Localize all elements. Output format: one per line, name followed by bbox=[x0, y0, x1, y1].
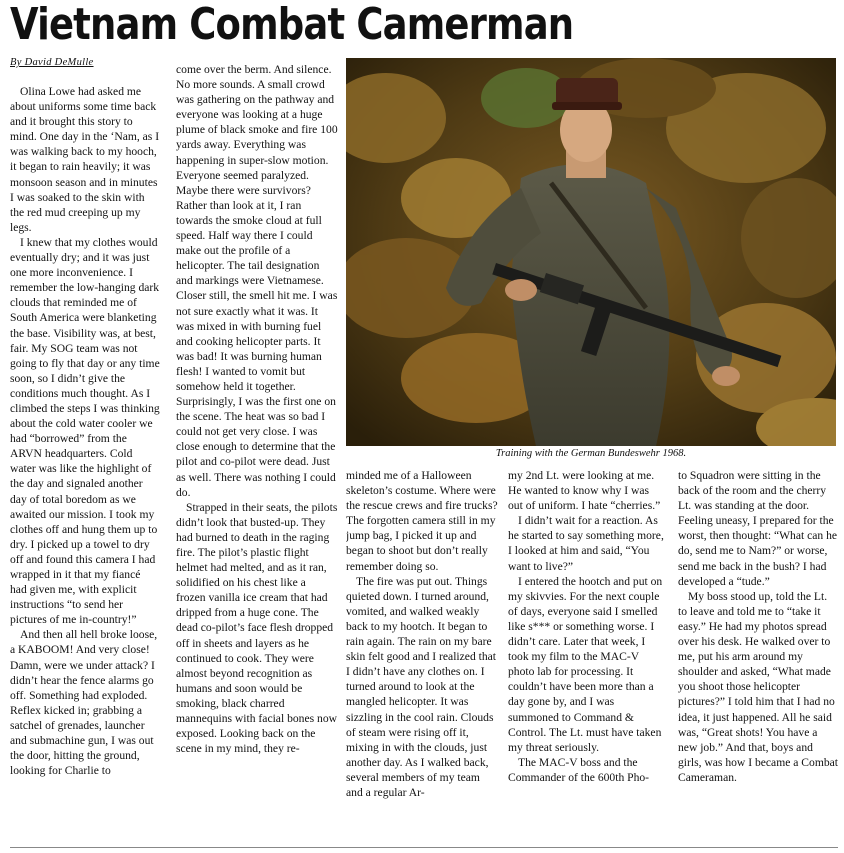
column-1 bbox=[10, 84, 160, 846]
paragraph: my 2nd Lt. were looking at me. He wanted to know why I was out of uniform. I hate “cherries.” bbox=[508, 469, 661, 513]
paragraph: I knew that my clothes would eventually dry; and it was just one more inconvenience. I remember the low-hanging dark clouds that reminded me of South America were blanketing the base. Visibility was, at best, fair. My SOG team was not going to fly that day or any time soon, so I didn’t give the conditions much thought. As I climbed the steps I was thinking about the cold water cooler we had “borrowed” from the ARVN headquarters. Cold water was like the highlight of the day and signaled another day of total boredom as we awaited our mission. I took my clothes off and hung them up to dry. I picked up a towel to dry off and found this camera I had wrapped in it that my fiancé had given me, with explicit instructions “to send her pictures of me in-country!” bbox=[10, 235, 160, 627]
paragraph: Olina Lowe had asked me about uniforms some time back and it brought this story to mind. One day in the ‘Nam, as I was walking back to my hooch, it began to rain heavily; it was monsoon season and in minutes I was soaked to the skin with the red mud creeping up my legs. bbox=[10, 85, 160, 234]
paragraph: I didn’t wait for a reaction. As he started to say something more, I looked at him and said, “You want to live?” bbox=[508, 514, 664, 573]
column-2 bbox=[176, 62, 338, 846]
column-5 bbox=[678, 468, 838, 846]
paragraph: My boss stood up, told the Lt. to leave and told me to “take it easy.” He had my photos spread over his desk. He walked over to me, put his arm around my shoulder and asked, “What made you shoot those helicopter pictures?” I told him that I had no idea, it just happened. All he said was, “Great shots! You have a new job.” And that, boys and girls, was how I became a Combat Cameraman. bbox=[678, 589, 838, 784]
byline: By David DeMulle bbox=[10, 57, 94, 68]
paragraph: minded me of a Halloween skeleton’s costume. Where were the rescue crews and fire trucks? The forgotten camera still in my jump bag, I picked it up and began to shoot but don’t really remember doing so. bbox=[346, 469, 498, 573]
photo-caption: Training with the German Bundeswehr 1968. bbox=[495, 448, 687, 459]
paragraph: to Squadron were sitting in the back of the room and the cherry Lt. was standing at the door. Feeling uneasy, I prepared for the worst, then thought: “What can he do, send me to Nam?” or worse, send me back in the bush? I had developed a “tude.” bbox=[678, 469, 838, 588]
column-4 bbox=[508, 468, 666, 846]
headline: Vietnam Combat Camerman bbox=[10, 0, 574, 50]
paragraph: I entered the hootch and put on my skivvies. For the next couple of days, everyone said I smelled like s*** or something worse. I didn’t care. Later that week, I took my film to the MAC-V photo lab for processing. It couldn’t have been more than a day gone by, and I was summoned to Command & Control. The Lt. must have taken my threat seriously. bbox=[508, 574, 663, 754]
column-3 bbox=[346, 468, 498, 846]
paragraph: The fire was put out. Things quieted down. I turned around, vomited, and walked weakly back to my hootch. It began to rain again. The rain on my bare skin felt good and I realized that I didn’t have any clothes on. I turned around to look at the mangled helicopter. It was sizzling in the cool rain. Clouds of steam were rising off it, mixing in with the clouds, just another day. As I walked back, several members of my team and a regular Ar- bbox=[346, 574, 497, 799]
soldier-photo bbox=[346, 58, 836, 446]
paragraph: come over the berm. And silence. No more sounds. A small crowd was gathering on the pathway and everyone was looking at a huge plume of black smoke and fire 100 yards away. Everything was happening in super-slow motion. Everyone seemed paralyzed. Maybe there were survivors? Rather than look at it, I ran towards the smoke cloud at full speed. Half way there I could make out the profile of a helicopter. The tail designation and markings were Vietnamese. Closer still, the smell hit me. I was not sure exactly what it was. It was mixed in with burning fuel and cooking helicopter parts. It was bad! It was burning human flesh! I wanted to vomit but somehow held it together. Surprisingly, I was the first one on the scene. The heat was so bad I could not get very close. I was close enough to determine that the pilot and co-pilot were dead. Just as well. There was nothing I could do. bbox=[176, 63, 338, 499]
bottom-rule bbox=[10, 847, 838, 848]
paragraph: Strapped in their seats, the pilots didn’t look that busted-up. They had burned to death in the raging fire. The pilot’s plastic flight helmet had melted, and as it ran, solidified on his chest like a frozen vanilla ice cream that had dripped from a huge cone. The dead co-pilot’s face flesh dropped off in sheets and layers as he continued to cook. They were almost beyond recognition as humans and soon would be smoking, black charred mannequins with facial bones now exposed. Looking back on the scene in my mind, they re- bbox=[176, 500, 338, 756]
paragraph: And then all hell broke loose, a KABOOM! And very close! Damn, were we under attack? I didn’t hear the fence alarms go off. Something had exploded. Reflex kicked in; grabbing a satchel of grenades, launcher and submachine gun, I was out the door, hitting the ground, looking for Charlie to bbox=[10, 628, 158, 778]
paragraph: The MAC-V boss and the Commander of the 600th Pho- bbox=[508, 755, 650, 784]
